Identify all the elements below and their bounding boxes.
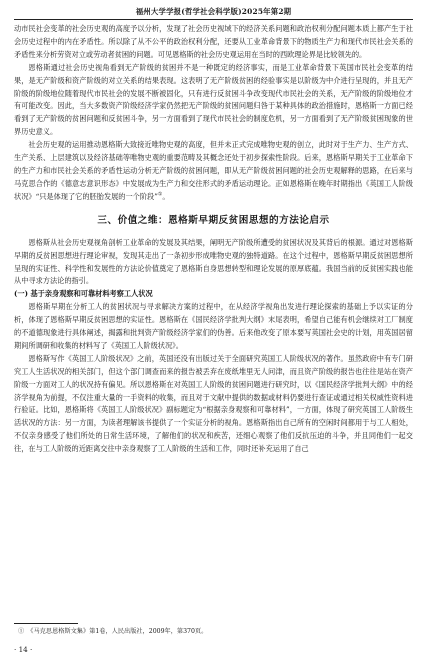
footnote-divider	[14, 623, 78, 624]
paragraph-text: 社会历史观的运用推动恩格斯大致接近唯物史观的高度，但并未正式完成唯物史观的创立，此时对于生产力、生产方式、生产关系、上层建筑以及经济基础等唯物史观的重要范畴及其概念还处于初步探索性阶段。后来，恩格斯早期关于工业革命下的生产力和市民社会关系的矛盾性运动分析无产阶级的贫困问题，即从无产阶级贫困问题的社会历史观解释的思路，在后来与马克思合作的《德意志意识形态》中发展成为生产力和交往形式的矛盾运动理论。正如恩格斯在晚年时期指出《英国工人阶级状况》“只是体现了它的胚胎发展的一个阶段”	[14, 140, 413, 201]
paragraph: 恩格斯从社会历史观视角剖析工业革命的发展及其结果，阐明无产阶级所遭受的贫困状况及其背后的根源。通过对恩格斯早期的反贫困思想进行理论审视，发现其走出了一条初步形成唯物史观的独特道路。在这个过程中，恩格斯早期反贫困思想所呈现的实证性、科学性和发展性的方法论价值奠定了恩格斯自身思想转型和理论发展的原厚底蕴。我国当前的反贫困实践也能从中寻求方法论的指引。	[14, 237, 413, 286]
paragraph: 恩格斯写作《英国工人阶级状况》之前，英国还没有出版过关于全面研究英国工人阶级状况的著作。虽然政府中有专门研究工人生活状况的相关部门，但这个部门调查而来的报告被丢弃在废纸堆里无人问津，而且资产阶级的报告也往往是站在资产阶级一方面对工人的状况持有偏见。所以恩格斯在对英国工人阶级的贫困问题进行研究时，以《国民经济学批判大纲》中的经济学视角为前提，不仅注重大量的一手资料的收集，而且对于文献中提供的数据或材料仍要进行查证或通过相关权威性资料进行验证。比如，恩格斯将《英国工人阶级状况》副标题定为“根据亲身观察和可靠材料”，一方面，体现了研究英国工人阶级生活状况的方法：另一方面，为读者理解该书提供了一个实证分析的视角。恩格斯指出自己所有的空闲时间都用于与工人相处，不仅亲身感受了他们所处的日常生活环境，了解他们的状况和疾苦，还细心观察了他们反抗压迫的斗争，并且同他们一起交往，在与工人阶级的近距离交往中亲身观察了工人阶级的生活和工作，同时还补充运用了自己	[14, 353, 413, 454]
paragraph: 恩格斯通过社会历史视角看到无产阶级的贫困并不是一种既定的经济事实，而是工业革命背景下英国市民社会变革的结果，是无产阶级和资产阶级的对立关系的结果表现。这表明了无产阶级贫困的经验事实是以阶级为中介进行呈现的，并且无产阶级的阶级地位随着现代市民社会的发展不断被固化，只有进行反贫困斗争改变现代市民社会的关系，无产阶级的阶级地位才有可能改变。因此，当大多数资产阶级经济学家仍然把无产阶级的贫困问题归咎于某种具体的政治措施时，恩格斯一方面已经看到了无产阶级的贫困问题和反贫困斗争，另一方面看到了现代市民社会的制度危机，另一方面看到了无产阶级贫困现象的世界历史意义。	[14, 62, 413, 137]
footnote-reference[interactable]: ①	[157, 191, 163, 198]
paragraph: 恩格斯早期在分析工人的贫困状况与寻求解决方案的过程中，在从经济学视角出发进行理论探索的基础上予以实证的分析，体现了恩格斯早期反贫困思想的实证性。恩格斯在《国民经济学批判大纲》末尾表明，希望自己能有机会继续对工厂制度的不道德现象进行具体阐述，揭露和批判资产阶级经济学家们的伪善。后来他改变了原本要写英国社会史的计划，用英国居留期间所调研和收集的材料写了《英国工人阶级状况》。	[14, 302, 413, 350]
footnote: ① 《马克思恩格斯文集》第1卷，人民出版社，2009年，第370页。	[18, 628, 208, 635]
article-body	[14, 23, 413, 456]
header-rule	[14, 19, 413, 20]
paragraph	[14, 139, 413, 204]
paragraph-end: 。	[162, 191, 170, 201]
subsection-heading: (一) 基于亲身观察和可靠材料考察工人状况	[14, 289, 153, 299]
running-header: 福州大学学报(哲学社会科学版)2025年第2期	[135, 7, 292, 16]
paragraph-continuation: 动市民社会变革的社会历史观的高度予以分析，发现了社会历史视域下的经济关系问题和政治权利分配问题本质上都产生于社会历史过程中的内在矛盾性。所以除了从不公平的政治权利分配，还要从工业革命背景下的物质生产力和现代市民社会关系的矛盾性来分析劳资对立或劳动者贫困的问题。可见恩格斯的社会历史观运用在当时的西欧理论界是比较领先的。	[14, 24, 413, 59]
page-number: · 14 ·	[14, 645, 33, 654]
section-heading: 三、价值之维：恩格斯早期反贫困思想的方法论启示	[97, 214, 330, 226]
